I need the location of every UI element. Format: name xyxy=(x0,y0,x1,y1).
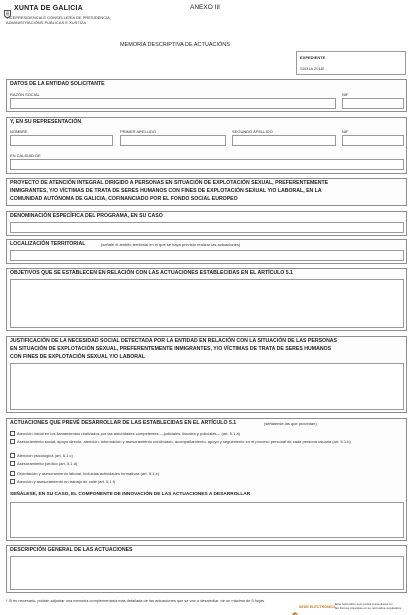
sede-logo-icon xyxy=(292,605,298,611)
entity-section-title: DATOS DE LA ENTIDAD SOLICITANTE xyxy=(10,81,105,87)
actions-label: ACTUACIONES QUE PREVÉ DESARROLLAR DE LAS ESTABLECIDAS EN EL ARTÍCULO 5.1 xyxy=(10,420,237,426)
action-checkbox-a[interactable] xyxy=(10,431,15,436)
sede-label[interactable]: SEDE ELECTRÓNICA xyxy=(299,605,336,609)
objectives-label: OBJETIVOS QUE SE ESTABLECEN EN RELACIÓN CON LAS ACTUACIONES ESTABLECIDAS EN EL ARTÍCULO 5.1 xyxy=(10,270,293,276)
justification-line-3: CON FINES DE EXPLOTACIÓN SEXUAL Y/O LABORAL xyxy=(10,354,145,360)
representation-section-title: Y, EN SU REPRESENTACIÓN xyxy=(10,119,82,125)
department-line-1: VICEPRESIDENCIA E CONSELLERÍA DE PRESIDENCIA, xyxy=(6,15,111,20)
razon-social-label: RAZÓN SOCIAL xyxy=(10,92,40,97)
xunta-logo xyxy=(4,5,11,13)
project-line-2: INMIGRANTES, Y/O VÍCTIMAS DE TRATA DE SERES HUMANOS CON FINES DE EXPLOTACIÓN SEXUAL Y/O LABORAL, EN LA xyxy=(10,188,322,194)
segundo-apellido-label: SEGUNDO APELLIDO xyxy=(232,129,273,134)
location-label: LOCALIZACIÓN TERRITORIAL xyxy=(10,241,86,247)
action-item-f: Atención y asesoramiento en trabajo de calle (art. 5.1.f) xyxy=(17,479,116,484)
action-checkbox-f[interactable] xyxy=(10,479,15,484)
program-name-field[interactable] xyxy=(10,222,404,233)
description-field[interactable] xyxy=(10,556,404,590)
segundo-apellido-field[interactable] xyxy=(232,135,336,146)
objectives-field[interactable] xyxy=(10,279,404,328)
action-item-a: Atención inicial en los llamamientos realizados por las autoridades competentes —judiciales, fiscales y policiales— (art. 5.1.a) xyxy=(17,431,240,436)
sede-text-1: Este formulario solo podrá presentarse en xyxy=(335,602,393,606)
action-checkbox-c[interactable] xyxy=(10,453,15,458)
entity-nif-label: NIF xyxy=(342,92,349,97)
footer-note: * Si es necesario, podrán adjuntar una memoria complementaria más detallada de las actuaciones que se van a desarrollar, de un máximo de 5 hojas. xyxy=(6,598,266,603)
nombre-field[interactable] xyxy=(10,135,113,146)
action-item-c: Atención psicológica (art. 5.1.c) xyxy=(17,453,73,458)
annex-label: ANEXO III xyxy=(190,4,220,11)
location-field[interactable] xyxy=(10,250,404,261)
description-label: DESCRIPCIÓN GENERAL DE LAS ACTUACIONES xyxy=(10,547,133,553)
rep-nif-field[interactable] xyxy=(342,135,404,146)
project-line-1: PROYECTO DE ATENCIÓN INTEGRAL DIRIGIDO A PERSONAS EN SITUACIÓN DE EXPLOTACIÓN SEXUAL, PREFERENTEMENTE xyxy=(10,180,329,186)
sede-text-2: las formas previstas en su normativa reguladora xyxy=(335,606,402,610)
justification-field[interactable] xyxy=(10,363,404,410)
rep-nif-label: NIF xyxy=(342,129,349,134)
department-line-2: ADMINISTRACIÓNS PÚBLICAS E XUSTIZA xyxy=(6,20,87,25)
nombre-label: NOMBRE xyxy=(10,129,28,134)
calidad-label: EN CALIDAD DE xyxy=(10,153,41,158)
justification-line-1: JUSTIFICACIÓN DE LA NECESIDAD SOCIAL DETECTADA POR LA ENTIDAD EN RELACIÓN CON LA SITUACIÓN DE LAS PERSONAS xyxy=(10,338,338,344)
razon-social-field[interactable] xyxy=(10,98,336,109)
action-checkbox-d[interactable] xyxy=(10,461,15,466)
action-item-d: Asesoramiento jurídico (art. 5.1.d) xyxy=(17,461,78,466)
expediente-value[interactable]: SI431A 2018/ xyxy=(300,66,325,71)
actions-hint: (señálense las que procedan) xyxy=(264,421,317,426)
innovation-field[interactable] xyxy=(10,502,404,538)
innovation-label: SEÑÁLESE, EN SU CASO, EL COMPONENTE DE INNOVACIÓN DE LAS ACTUACIONES A DESARROLLAR xyxy=(10,492,251,497)
project-line-3: COMUNIDAD AUTÓNOMA DE GALICIA, COFINANCIADO POR EL FONDO SOCIAL EUROPEO xyxy=(10,196,238,202)
program-name-label: DENOMINACIÓN ESPECÍFICA DEL PROGRAMA, EN SU CASO xyxy=(10,213,163,219)
action-checkbox-e[interactable] xyxy=(10,471,15,476)
calidad-field[interactable] xyxy=(10,159,404,170)
page-title: MEMORIA DESCRIPTIVA DE ACTUACIÓNS xyxy=(120,42,230,48)
action-checkbox-b[interactable] xyxy=(10,439,15,444)
entity-nif-field[interactable] xyxy=(342,98,404,109)
primer-apellido-field[interactable] xyxy=(120,135,226,146)
location-hint: (señale el ámbito territorial en el que se haya previsto realizar las actuaciones) xyxy=(101,242,241,247)
action-item-b: Asesoramiento social, apoyo directo, atención, información y asesoramiento continuado; acompañamiento, apoyo y seguimiento en el proceso personal de cada persona usuaria (art. 5.1.b) xyxy=(17,439,351,444)
action-item-e: Orientación y asesoramiento laboral, incluidas actividades formativas (art. 5.1.e) xyxy=(17,471,160,476)
justification-line-2: EN SITUACIÓN DE EXPLOTACIÓN SEXUAL, PREFERENTEMENTE INMIGRANTES, Y/O VÍCTIMAS DE TRATA DE SERES HUMANOS xyxy=(10,346,332,352)
primer-apellido-label: PRIMER APELLIDO xyxy=(120,129,157,134)
expediente-label: EXPEDIENTE xyxy=(300,55,326,60)
logo-text: XUNTA DE GALICIA xyxy=(14,5,83,12)
